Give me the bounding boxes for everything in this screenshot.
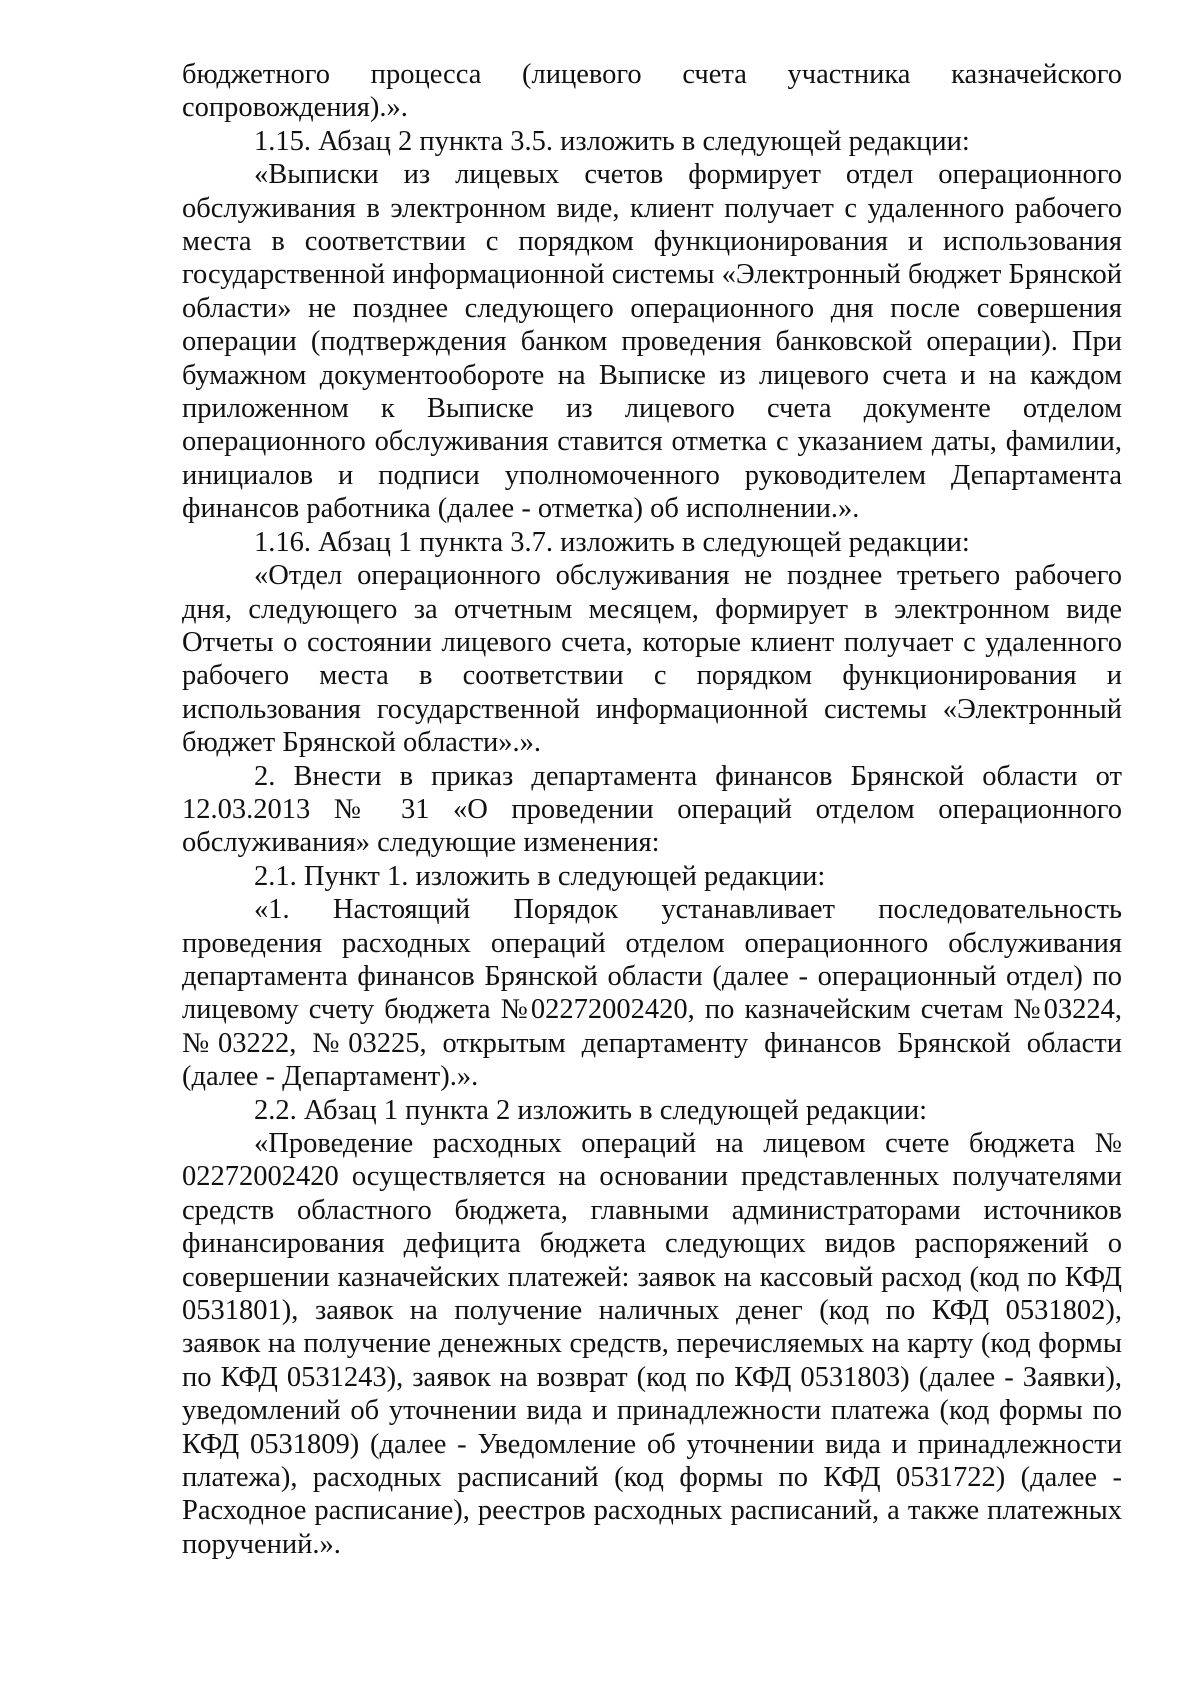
- paragraph-item-2-1-heading: 2.1. Пункт 1. изложить в следующей редакции:: [254, 860, 826, 892]
- paragraph-item-1-15-text: «Выписки из лицевых счетов формирует отдел операционного обслуживания в электронном виде, клиент получает с удаленного рабочего места в соответствии с порядком функционирования и использования государственной информационной системы «Электронный бюджет Брянской области» не позднее следующего операционного дня после совершения операции (подтверждения банком проведения банковской операции). При бумажном документообороте на Выписке из лицевого счета и на каждом приложенном к Выписке из лицевого счета документе отделом операционного обслуживания ставится отметка с указанием даты, фамилии, инициалов и подписи уполномоченного руководителем Департамента финансов работника (далее - отметка) об исполнении.».: [182, 159, 1122, 525]
- paragraph-item-1-15-heading: 1.15. Абзац 2 пункта 3.5. изложить в следующей редакции:: [254, 125, 970, 157]
- paragraph-item-2-2-heading: 2.2. Абзац 1 пункта 2 изложить в следующей редакции:: [254, 1094, 928, 1126]
- paragraph-item-2-1-text: «1. Настоящий Порядок устанавливает последовательность проведения расходных операций отделом операционного обслуживания департамента финансов Брянской области (далее - операционный отдел) по лицевому счету бюджета №02272002420, по казначейским счетам №03224, №03222, №03225, открытым департаменту финансов Брянской области (далее - Департамент).».: [182, 894, 1122, 1093]
- paragraph-item-1-16-heading: 1.16. Абзац 1 пункта 3.7. изложить в следующей редакции:: [254, 526, 970, 558]
- paragraph-continuation: бюджетного процесса (лицевого счета участника казначейского сопровождения).».: [182, 59, 1122, 124]
- paragraph-item-2: 2. Внести в приказ департамента финансов Брянской области от 12.03.2013 № 31 «О проведении операций отделом операционного обслуживания» следующие изменения:: [182, 760, 1122, 859]
- paragraph-item-2-2-text: «Проведение расходных операций на лицевом счете бюджета № 02272002420 осуществляется на основании представленных получателями средств областного бюджета, главными администраторами источников финансирования дефицита бюджета следующих видов распоряжений о совершении казначейских платежей: заявок на кассовый расход (код по КФД 0531801), заявок на получение наличных денег (код по КФД 0531802), заявок на получение денежных средств, перечисляемых на карту (код формы по КФД 0531243), заявок на возврат (код по КФД 0531803) (далее - Заявки), уведомлений об уточнении вида и принадлежности платежа (код формы по КФД 0531809) (далее - Уведомление об уточнении вида и принадлежности платежа), расходных расписаний (код формы по КФД 0531722) (далее - Расходное расписание), реестров расходных расписаний, а также платежных поручений.».: [182, 1128, 1122, 1560]
- paragraph-item-1-16-text: «Отдел операционного обслуживания не позднее третьего рабочего дня, следующего за отчетным месяцем, формирует в электронном виде Отчеты о состоянии лицевого счета, которые клиент получает с удаленного рабочего места в соответствии с порядком функционирования и использования государственной информационной системы «Электронный бюджет Брянской области».».: [182, 560, 1122, 759]
- document-page: [182, 58, 1122, 1561]
